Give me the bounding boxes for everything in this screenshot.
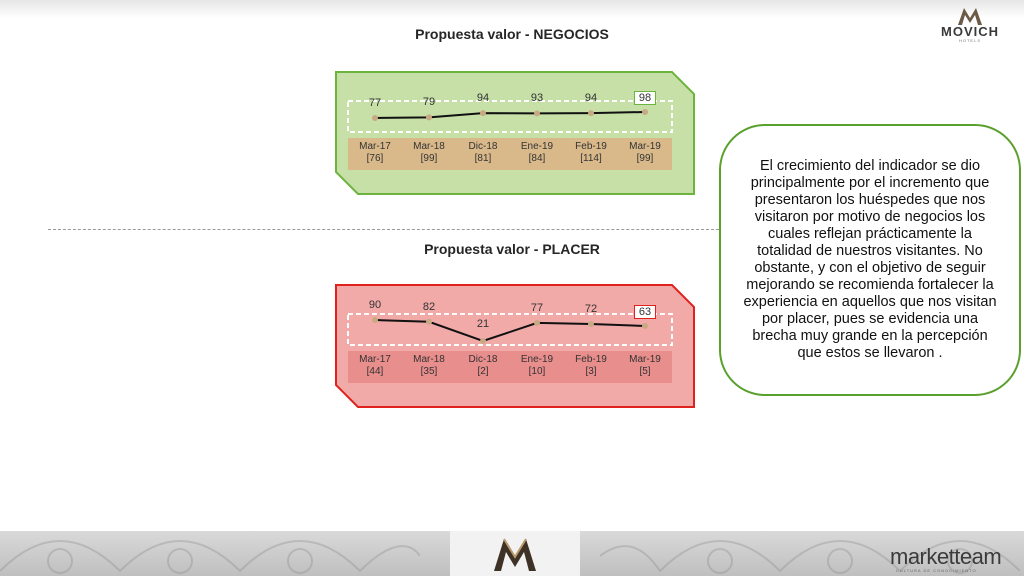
category-label <box>618 141 672 165</box>
marketteam-brand: marketteam <box>890 544 1002 569</box>
footer-band <box>0 531 1024 576</box>
data-point <box>480 338 486 344</box>
data-point <box>642 323 648 329</box>
category-label <box>402 141 456 165</box>
category-name: Mar-19 <box>629 354 661 365</box>
data-label: 82 <box>422 300 436 313</box>
category-label <box>456 141 510 165</box>
category-name: Mar-19 <box>629 141 661 152</box>
data-point <box>588 110 594 116</box>
sample-size: [3] <box>585 366 597 377</box>
sample-size: [114] <box>580 153 602 164</box>
sample-size: [35] <box>420 366 438 377</box>
data-point <box>480 110 486 116</box>
data-point <box>372 115 378 121</box>
category-name: Ene-19 <box>520 354 554 365</box>
category-label <box>510 354 564 378</box>
sample-size: [81] <box>474 153 492 164</box>
section-divider <box>48 229 724 230</box>
data-point <box>534 110 540 116</box>
category-name: Feb-19 <box>575 141 607 152</box>
chart-panel-placer <box>334 283 696 409</box>
data-label: 72 <box>584 303 598 315</box>
data-point <box>372 317 378 323</box>
sample-size: [84] <box>528 153 546 164</box>
data-label: 77 <box>368 97 382 109</box>
ornament-pattern-left <box>0 531 420 576</box>
category-name: Mar-18 <box>413 141 445 152</box>
data-label: 94 <box>476 92 490 105</box>
category-name: Mar-18 <box>413 354 445 365</box>
sample-size: [10] <box>528 366 546 377</box>
data-label: 79 <box>422 96 436 109</box>
category-name: Mar-17 <box>359 354 391 365</box>
data-point <box>642 109 648 115</box>
logo-sub: HOTELS <box>958 38 981 43</box>
data-label: 90 <box>368 299 382 311</box>
category-label <box>564 354 618 378</box>
chart-title-placer: Propuesta valor - PLACER <box>424 241 600 257</box>
sample-size: [5] <box>639 366 651 377</box>
logo-text: MOVICH <box>941 24 999 39</box>
sample-size: [99] <box>636 153 654 164</box>
data-point <box>534 320 540 326</box>
category-label <box>618 354 672 378</box>
sample-size: [44] <box>366 366 384 377</box>
insight-callout <box>719 124 1021 396</box>
category-label <box>510 141 564 165</box>
data-label: 63 <box>634 305 656 319</box>
category-label <box>456 354 510 378</box>
category-name: Dic-18 <box>468 354 498 365</box>
category-name: Ene-19 <box>520 141 554 152</box>
data-label: 77 <box>530 301 544 314</box>
marketteam-tagline: CULTURA DE CONOCIMIENTO <box>896 568 977 573</box>
category-name: Feb-19 <box>575 354 607 365</box>
data-label: 94 <box>584 92 598 105</box>
data-point <box>426 319 432 325</box>
category-label <box>348 354 402 378</box>
data-point <box>588 321 594 327</box>
chart-svg <box>334 70 696 196</box>
category-label <box>348 141 402 165</box>
top-shade <box>0 0 1024 18</box>
category-name: Mar-17 <box>359 141 391 152</box>
data-point <box>426 114 432 120</box>
sample-size: [76] <box>366 153 384 164</box>
data-label: 98 <box>634 91 656 105</box>
data-label: 93 <box>530 92 544 105</box>
movich-logo <box>930 6 1010 46</box>
movich-emblem-icon <box>490 535 540 573</box>
category-label <box>564 141 618 165</box>
category-name: Dic-18 <box>468 141 498 152</box>
sample-size: [2] <box>477 366 489 377</box>
movich-emblem-icon <box>957 6 983 26</box>
category-label <box>402 354 456 378</box>
chart-title-negocios: Propuesta valor - NEGOCIOS <box>415 26 609 42</box>
callout-text: El crecimiento del indicador se dio principalmente por el incremento que presentaron los huéspedes que nos visitaron por motivo de negocios los cuales reflejan prácticamente la totalidad de nuestros visitantes. No obstante, y con el objetivo de seguir mejorando se recomienda fortalecer la experiencia en aquellos que nos visitan por placer, pues se evidencia una brecha muy grande en la percepción que estos se llevaron . <box>743 158 997 361</box>
chart-panel-negocios <box>334 70 696 196</box>
sample-size: [99] <box>420 153 438 164</box>
data-label: 21 <box>476 318 490 330</box>
